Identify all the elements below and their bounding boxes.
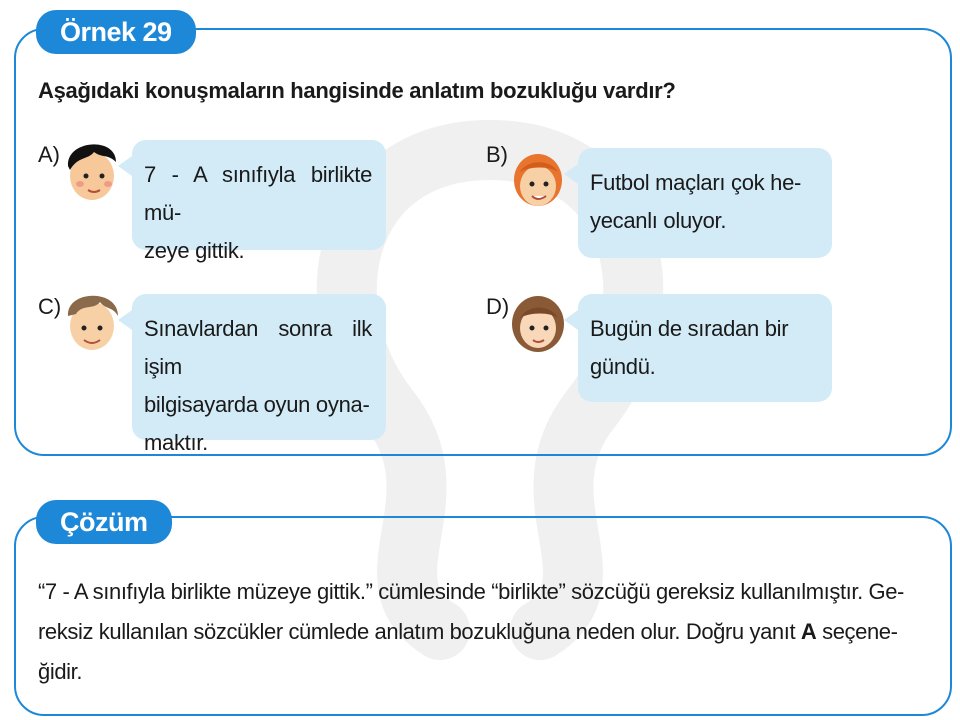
boy-face-icon	[58, 132, 122, 204]
solution-line-2-end: seçene-	[816, 619, 898, 644]
solution-line-1: “7 - A sınıfıyla birlikte müzeye gittik.” cümlesinde “birlikte” sözcüğü gereksiz kullanılmıştır. Ge-	[38, 579, 904, 604]
option-c-letter: C)	[38, 294, 62, 319]
option-d-line-2: gündü.	[590, 354, 656, 379]
option-d-bubble	[578, 294, 832, 402]
solution-line-2-start: reksiz kullanılan sözcükler cümlede anlatım bozukluğuna neden olur. Doğru yanıt	[38, 619, 801, 644]
brown-hair-boy-face-icon	[60, 284, 124, 356]
option-b-line-2: yecanlı oluyor.	[590, 208, 727, 233]
option-b-letter: B)	[486, 142, 508, 167]
question-text: Aşağıdaki konuşmaların hangisinde anlatım bozukluğu vardır?	[38, 78, 676, 103]
option-b-bubble	[578, 148, 832, 258]
option-c-bubble	[132, 294, 386, 455]
solution-line-2	[38, 612, 938, 652]
girl-face-icon	[506, 284, 570, 356]
example-tab: Örnek 29	[36, 10, 196, 54]
option-c-line-3: maktır.	[144, 430, 208, 455]
option-d-line-1: Bugün de sıradan bir	[590, 316, 789, 341]
option-a-line-2: zeye gittik.	[144, 238, 245, 263]
option-a-letter: A)	[38, 142, 60, 167]
option-c-line-2: bilgisayarda oyun oyna-	[144, 392, 370, 417]
option-d-letter: D)	[486, 294, 510, 319]
solution-tab: Çözüm	[36, 500, 172, 544]
option-c-line-1: Sınavlardan sonra ilk işim	[144, 316, 372, 379]
redhead-face-icon	[506, 140, 570, 212]
option-a-bubble	[132, 140, 386, 263]
answer-letter: A	[800, 619, 817, 644]
solution-line-3: ğidir.	[38, 659, 83, 684]
option-a-line-1: 7 - A sınıfıyla birlikte mü-	[144, 162, 372, 225]
solution-text	[38, 572, 938, 692]
option-b-line-1: Futbol maçları çok he-	[590, 170, 802, 195]
